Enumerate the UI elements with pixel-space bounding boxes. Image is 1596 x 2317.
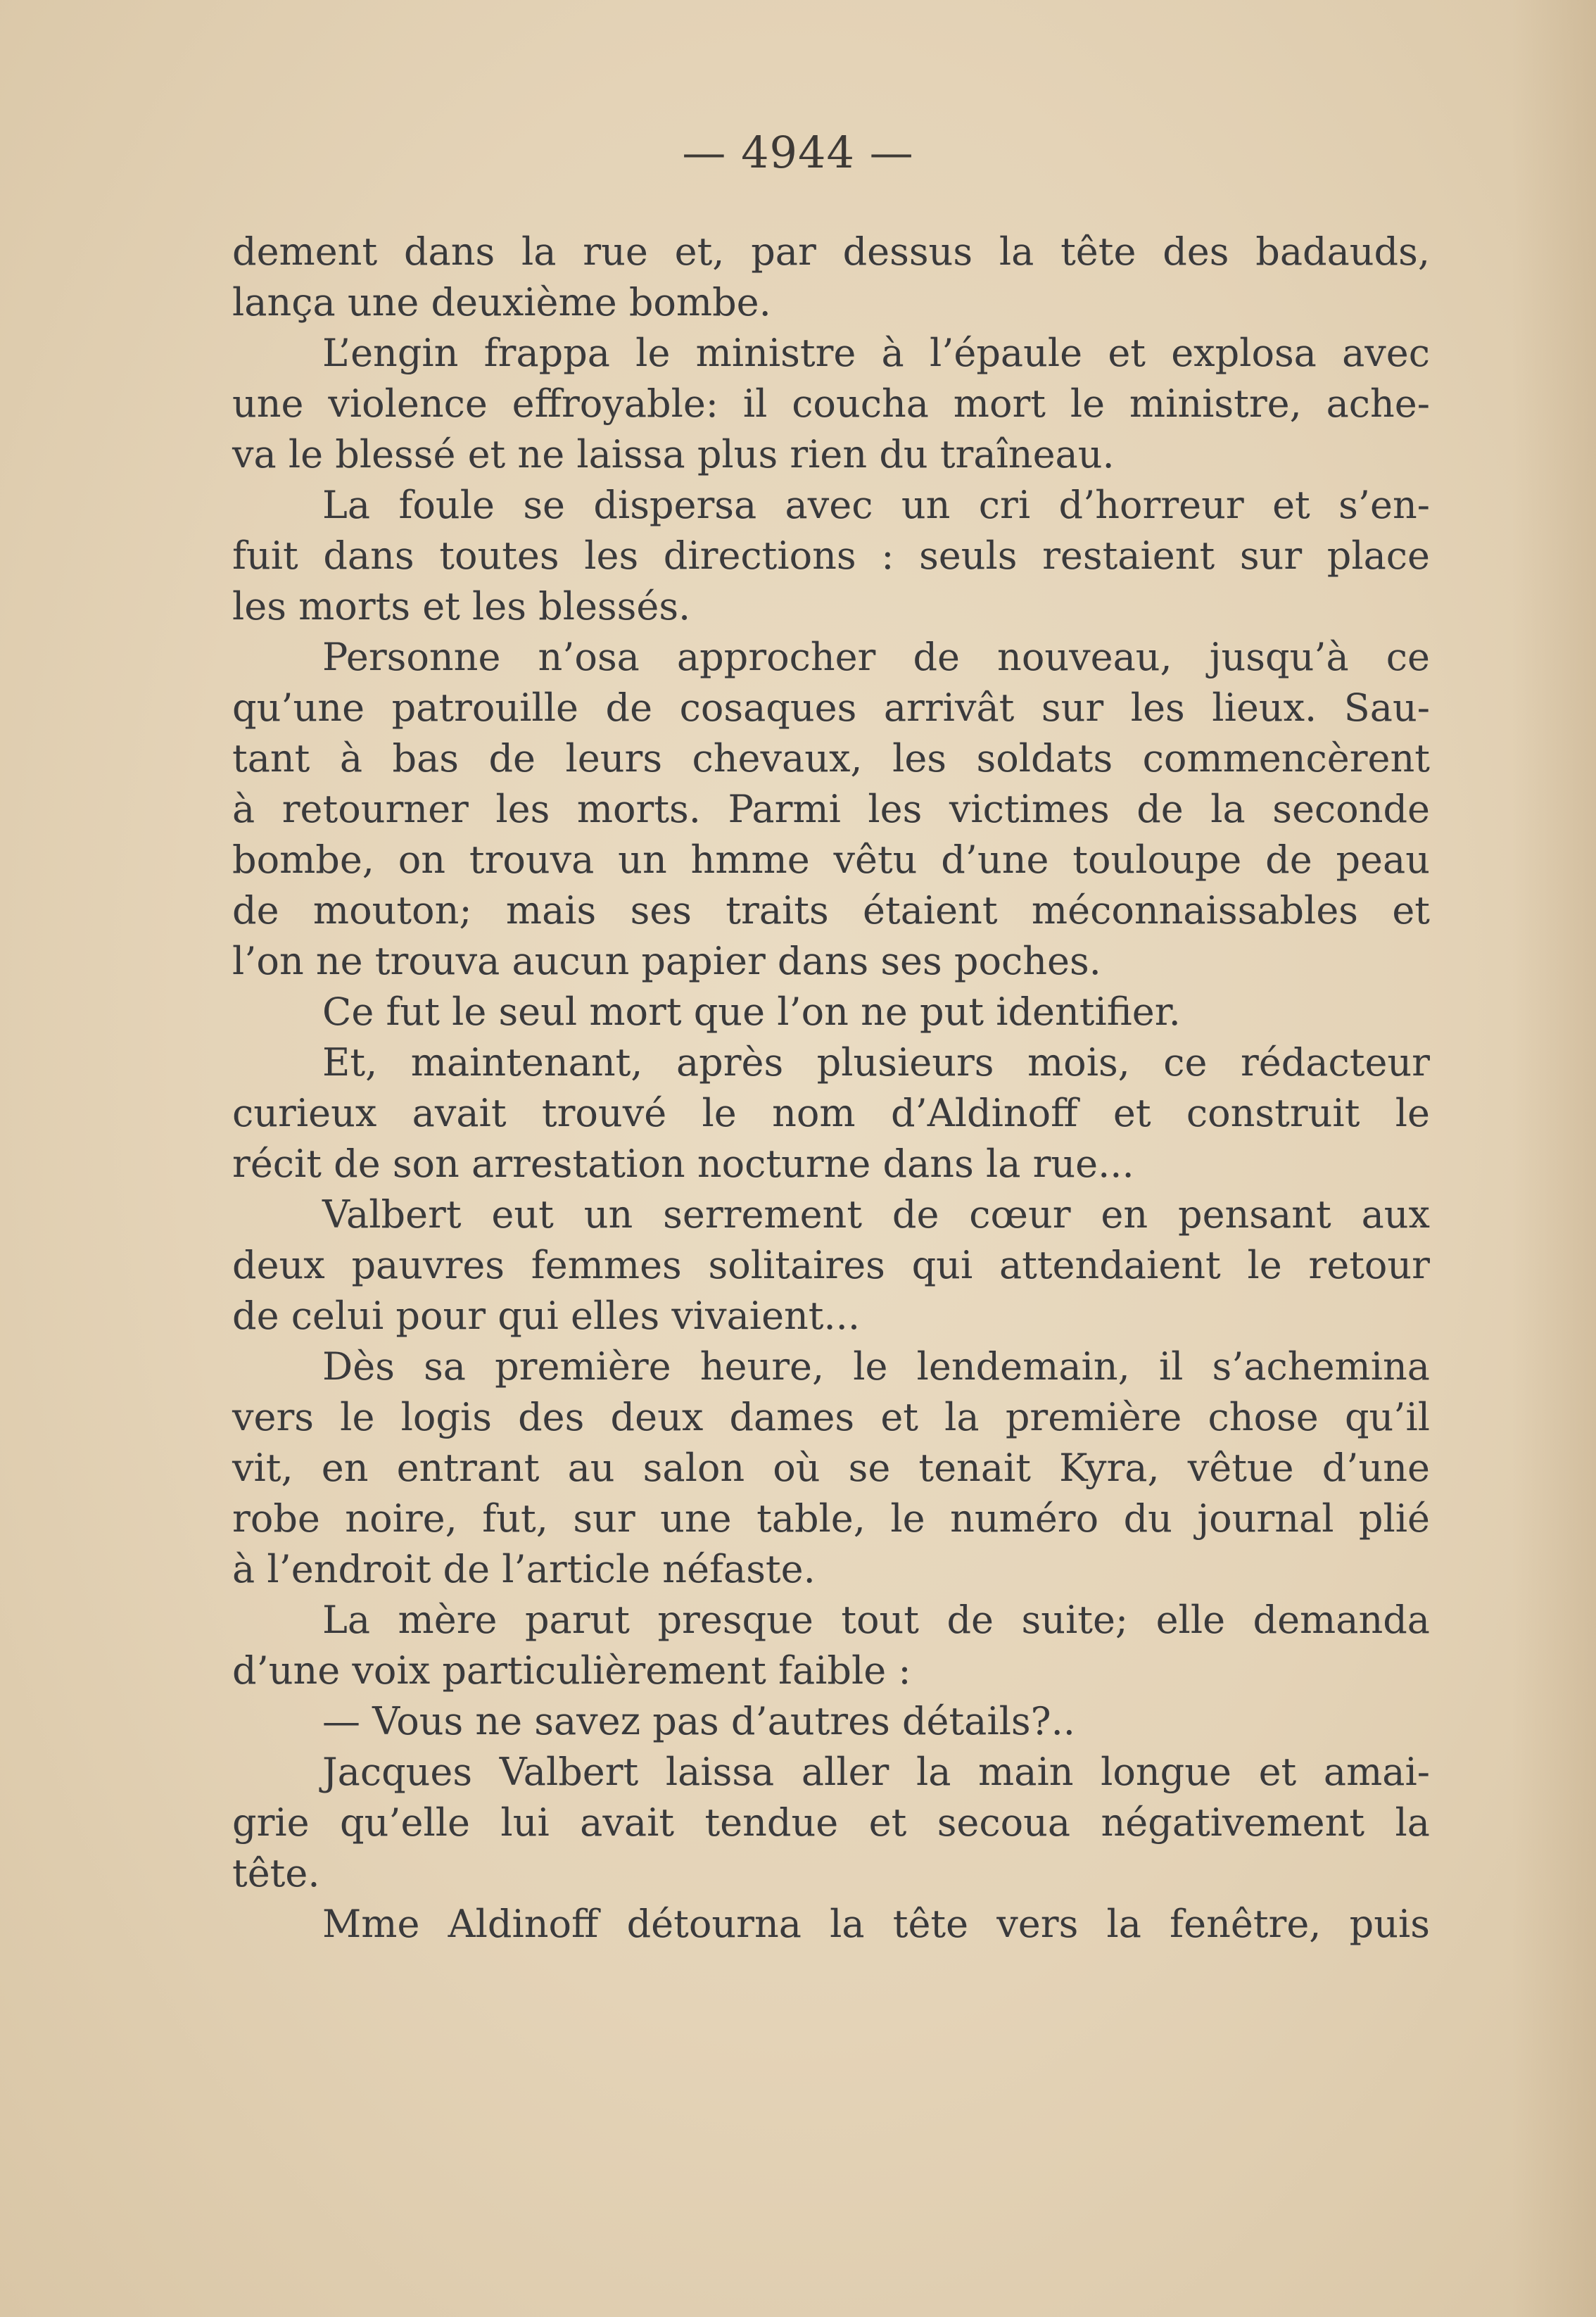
text-line: l’on ne trouva aucun papier dans ses poches. [232, 939, 1101, 983]
text-line: tant à bas de leurs chevaux, les soldats commencèrent [232, 736, 1430, 781]
text-line: grie qu’elle lui avait tendue et secoua négativement la [232, 1800, 1430, 1845]
page-number: — 4944 — [682, 127, 914, 178]
text-line: vit, en entrant au salon où se tenait Kyra, vêtue d’une [232, 1446, 1430, 1490]
text-line: La foule se dispersa avec un cri d’horreur et s’en- [322, 483, 1430, 527]
text-line: Et, maintenant, après plusieurs mois, ce rédacteur [322, 1040, 1430, 1085]
text-line: va le blessé et ne laissa plus rien du traîneau. [232, 432, 1115, 476]
text-line: fuit dans toutes les directions : seuls restaient sur place [232, 534, 1430, 578]
text-line: Dès sa première heure, le lendemain, il s’achemina [322, 1344, 1430, 1389]
text-line: robe noire, fut, sur une table, le numéro du journal plié [232, 1496, 1430, 1541]
text-line: une violence effroyable: il coucha mort le ministre, ache- [232, 381, 1430, 426]
text-line: tête. [232, 1851, 320, 1895]
text-line: Valbert eut un serrement de cœur en pensant aux [322, 1192, 1430, 1237]
text-line: L’engin frappa le ministre à l’épaule et explosa avec [322, 331, 1430, 375]
text-line: qu’une patrouille de cosaques arrivât sur les lieux. Sau- [232, 686, 1430, 730]
text-line: lança une deuxième bombe. [232, 280, 771, 324]
text-line: La mère parut presque tout de suite; elle demanda [322, 1598, 1430, 1642]
text-line: curieux avait trouvé le nom d’Aldinoff et construit le [232, 1091, 1430, 1135]
page-edge-shadow [1512, 0, 1596, 2317]
text-line: récit de son arrestation nocturne dans la rue... [232, 1142, 1134, 1186]
text-line: à retourner les morts. Parmi les victimes de la seconde [232, 787, 1430, 831]
text-line: — Vous ne savez pas d’autres détails?.. [322, 1699, 1075, 1743]
text-line: Jacques Valbert laissa aller la main longue et amai- [322, 1750, 1430, 1794]
text-line: bombe, on trouva un hmme vêtu d’une touloupe de peau [232, 838, 1430, 882]
text-line: Ce fut le seul mort que l’on ne put identifier. [322, 990, 1181, 1034]
text-line: Personne n’osa approcher de nouveau, jusqu’à ce [322, 635, 1430, 679]
text-line: Mme Aldinoff détourna la tête vers la fenêtre, puis [322, 1902, 1430, 1946]
text-line: les morts et les blessés. [232, 584, 691, 629]
text-line: deux pauvres femmes solitaires qui attendaient le retour [232, 1243, 1430, 1287]
text-line: vers le logis des deux dames et la première chose qu’il [232, 1395, 1430, 1439]
text-line: d’une voix particulièrement faible : [232, 1648, 911, 1693]
text-line: de celui pour qui elles vivaient... [232, 1294, 861, 1338]
text-line: dement dans la rue et, par dessus la tête des badauds, [232, 229, 1430, 274]
text-line: à l’endroit de l’article néfaste. [232, 1547, 816, 1591]
text-line: de mouton; mais ses traits étaient méconnaissables et [232, 888, 1430, 933]
body-text [232, 227, 1430, 1950]
